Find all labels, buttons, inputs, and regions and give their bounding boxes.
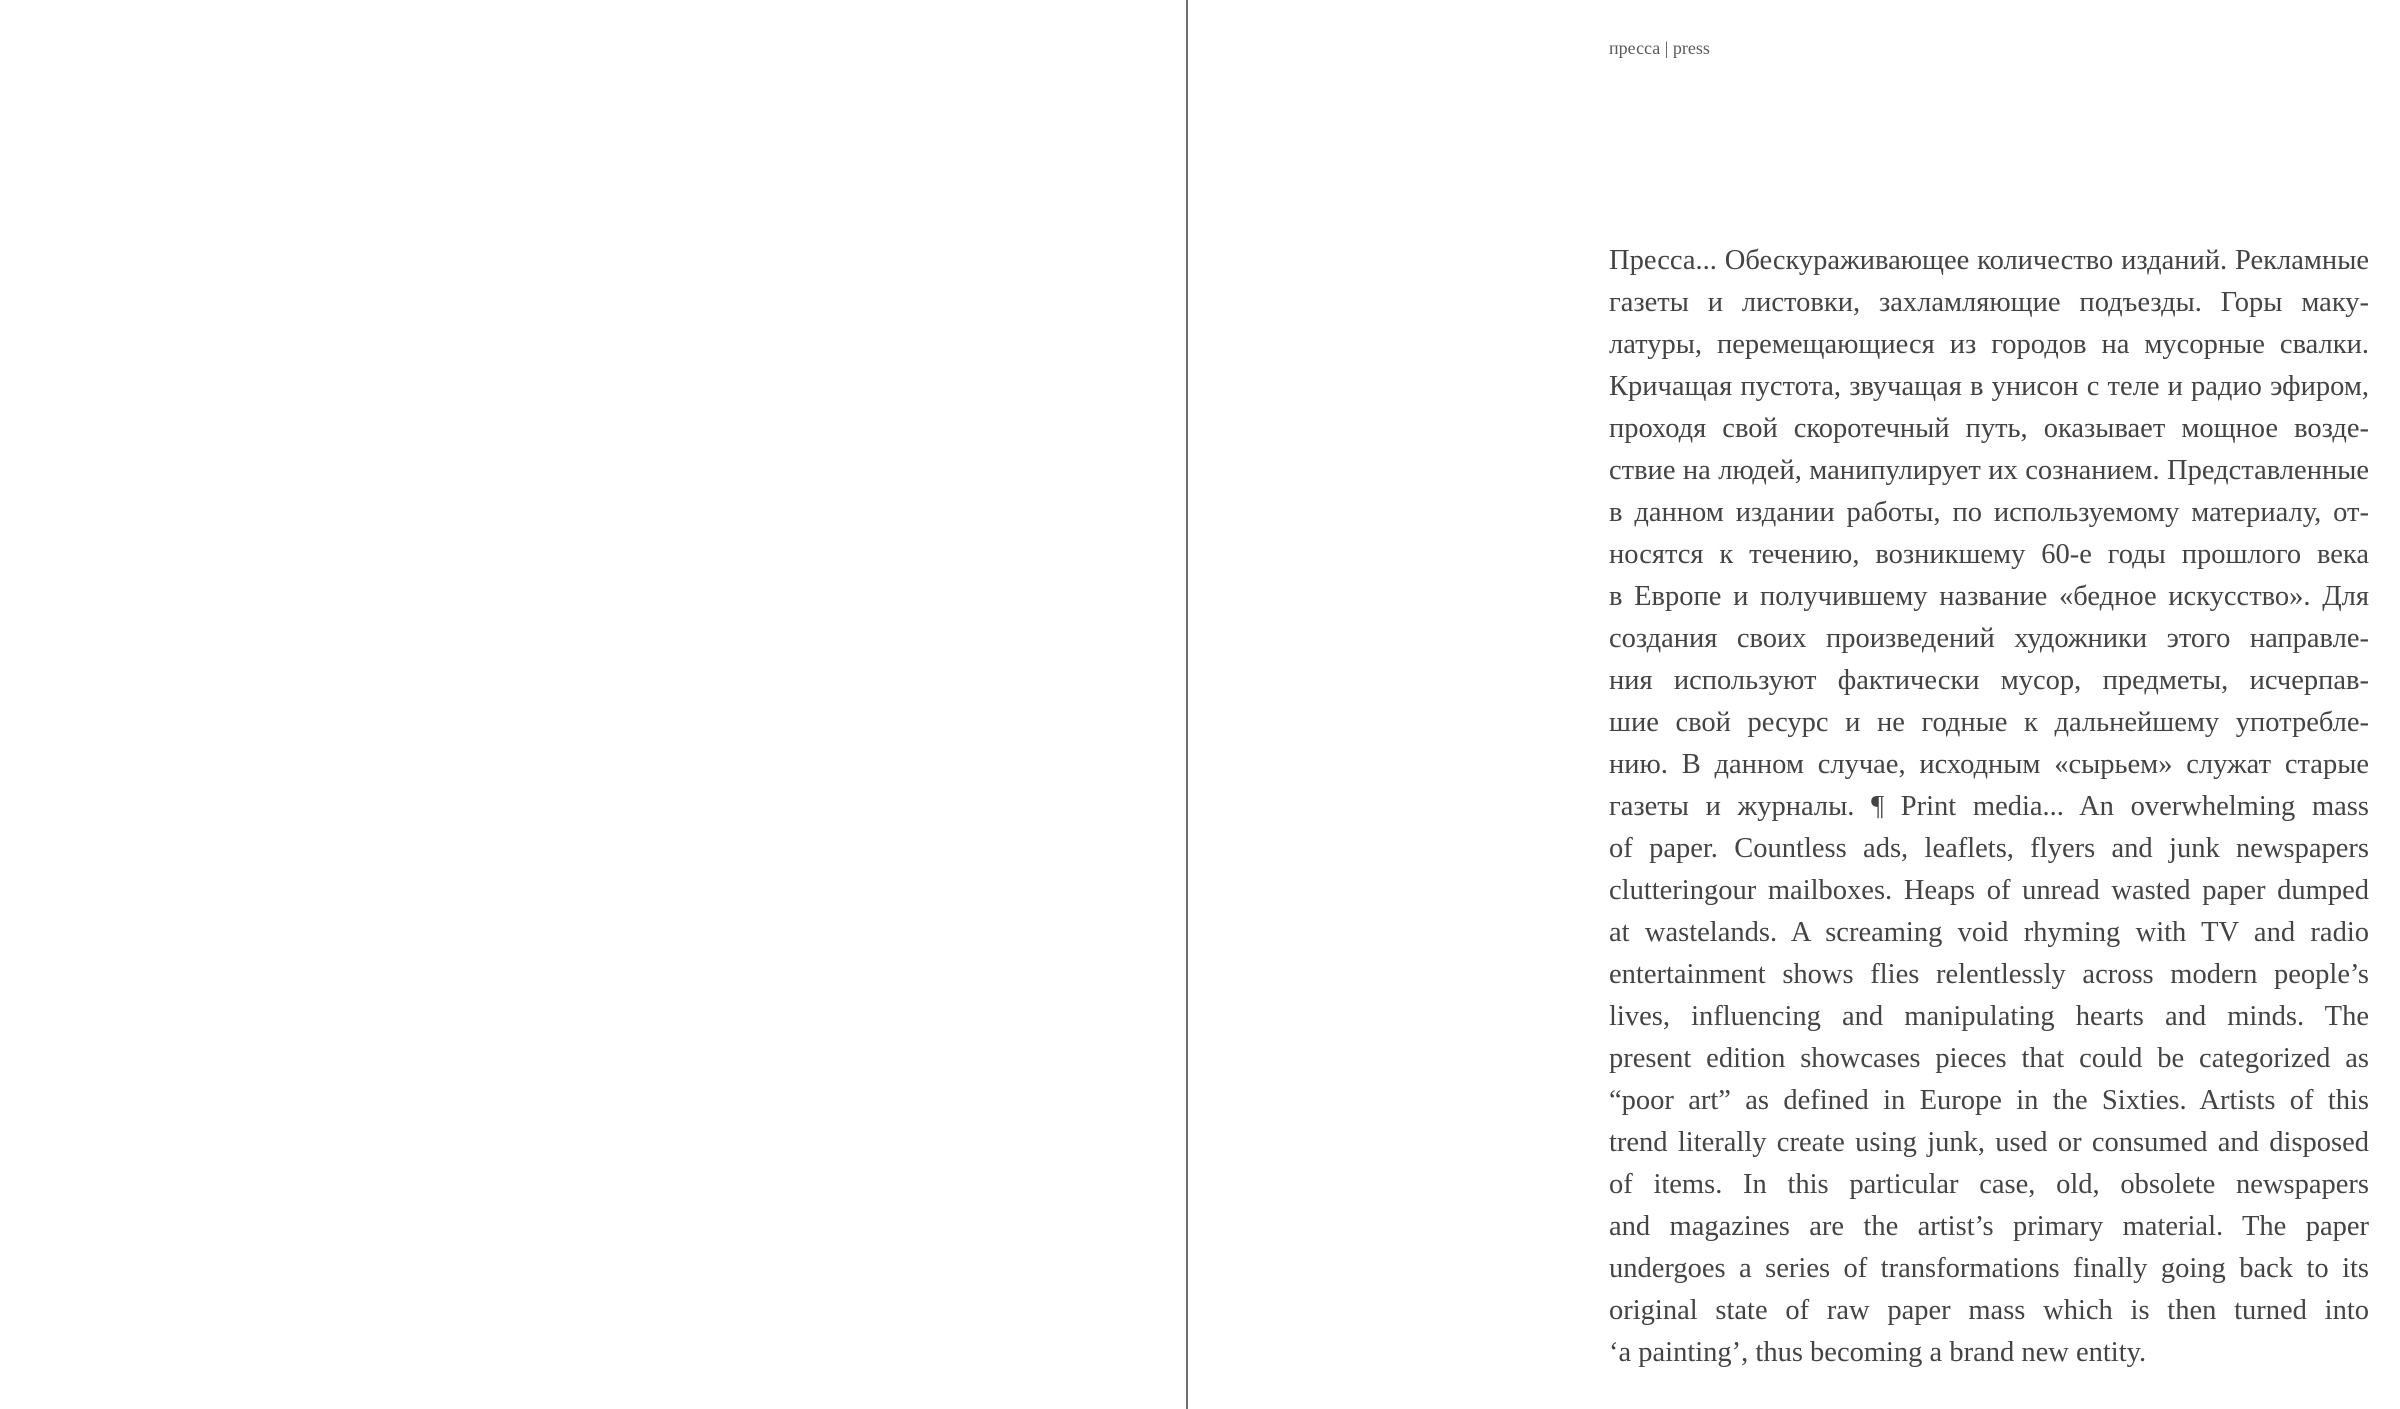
text-line: латуры, перемещающиеся из городов на мусорные свалки. bbox=[1609, 329, 2369, 360]
text-line: of paper. Countless ads, leaflets, flyers and junk newspapers bbox=[1609, 833, 2369, 864]
text-line: present edition showcases pieces that could be categorized as bbox=[1609, 1043, 2369, 1074]
text-line: создания своих произведений художники этого направле- bbox=[1609, 623, 2369, 654]
text-line: of items. In this particular case, old, obsolete newspapers bbox=[1609, 1169, 2369, 1200]
text-line: носятся к течению, возникшему 60-е годы прошлого века bbox=[1609, 539, 2369, 570]
text-line: entertainment shows flies relentlessly across modern people’s bbox=[1609, 959, 2369, 990]
text-line: and magazines are the artist’s primary material. The paper bbox=[1609, 1211, 2369, 1242]
text-line: газеты и журналы. ¶ Print media... An overwhelming mass bbox=[1609, 791, 2369, 822]
text-line: trend literally create using junk, used or consumed and disposed bbox=[1609, 1127, 2369, 1158]
text-line: ‘a painting’, thus becoming a brand new entity. bbox=[1609, 1337, 2147, 1368]
text-line: в данном издании работы, по используемому материалу, от- bbox=[1609, 497, 2369, 528]
running-head: пресса | press bbox=[1609, 38, 1710, 58]
text-line: clutteringour mailboxes. Heaps of unread wasted paper dumped bbox=[1609, 875, 2369, 906]
right-page bbox=[1188, 0, 2400, 1409]
text-line: ния используют фактически мусор, предметы, исчерпав- bbox=[1609, 665, 2369, 696]
text-line: проходя свой скоротечный путь, оказывает мощное возде- bbox=[1609, 413, 2369, 444]
text-line: “poor art” as defined in Europe in the Sixties. Artists of this bbox=[1609, 1085, 2369, 1116]
text-line: шие свой ресурс и не годные к дальнейшему употребле- bbox=[1609, 707, 2369, 738]
text-line: в Европе и получившему название «бедное искусство». Для bbox=[1609, 581, 2369, 612]
text-line: нию. В данном случае, исходным «сырьем» служат старые bbox=[1609, 749, 2369, 780]
text-line: at wastelands. A screaming void rhyming with TV and radio bbox=[1609, 917, 2369, 948]
text-line: Пресса... Обескураживающее количество изданий. Рекламные bbox=[1609, 245, 2369, 276]
text-line: lives, influencing and manipulating hearts and minds. The bbox=[1609, 1001, 2369, 1032]
body-text bbox=[1609, 240, 2369, 1374]
text-line: Кричащая пустота, звучащая в унисон с теле и радио эфиром, bbox=[1609, 371, 2369, 402]
text-line: original state of raw paper mass which is then turned into bbox=[1609, 1295, 2369, 1326]
text-line: газеты и листовки, захламляющие подъезды. Горы маку- bbox=[1609, 287, 2369, 318]
left-page-blank bbox=[0, 0, 1186, 1409]
text-line: undergoes a series of transformations finally going back to its bbox=[1609, 1253, 2369, 1284]
text-line: ствие на людей, манипулирует их сознанием. Представленные bbox=[1609, 455, 2369, 486]
